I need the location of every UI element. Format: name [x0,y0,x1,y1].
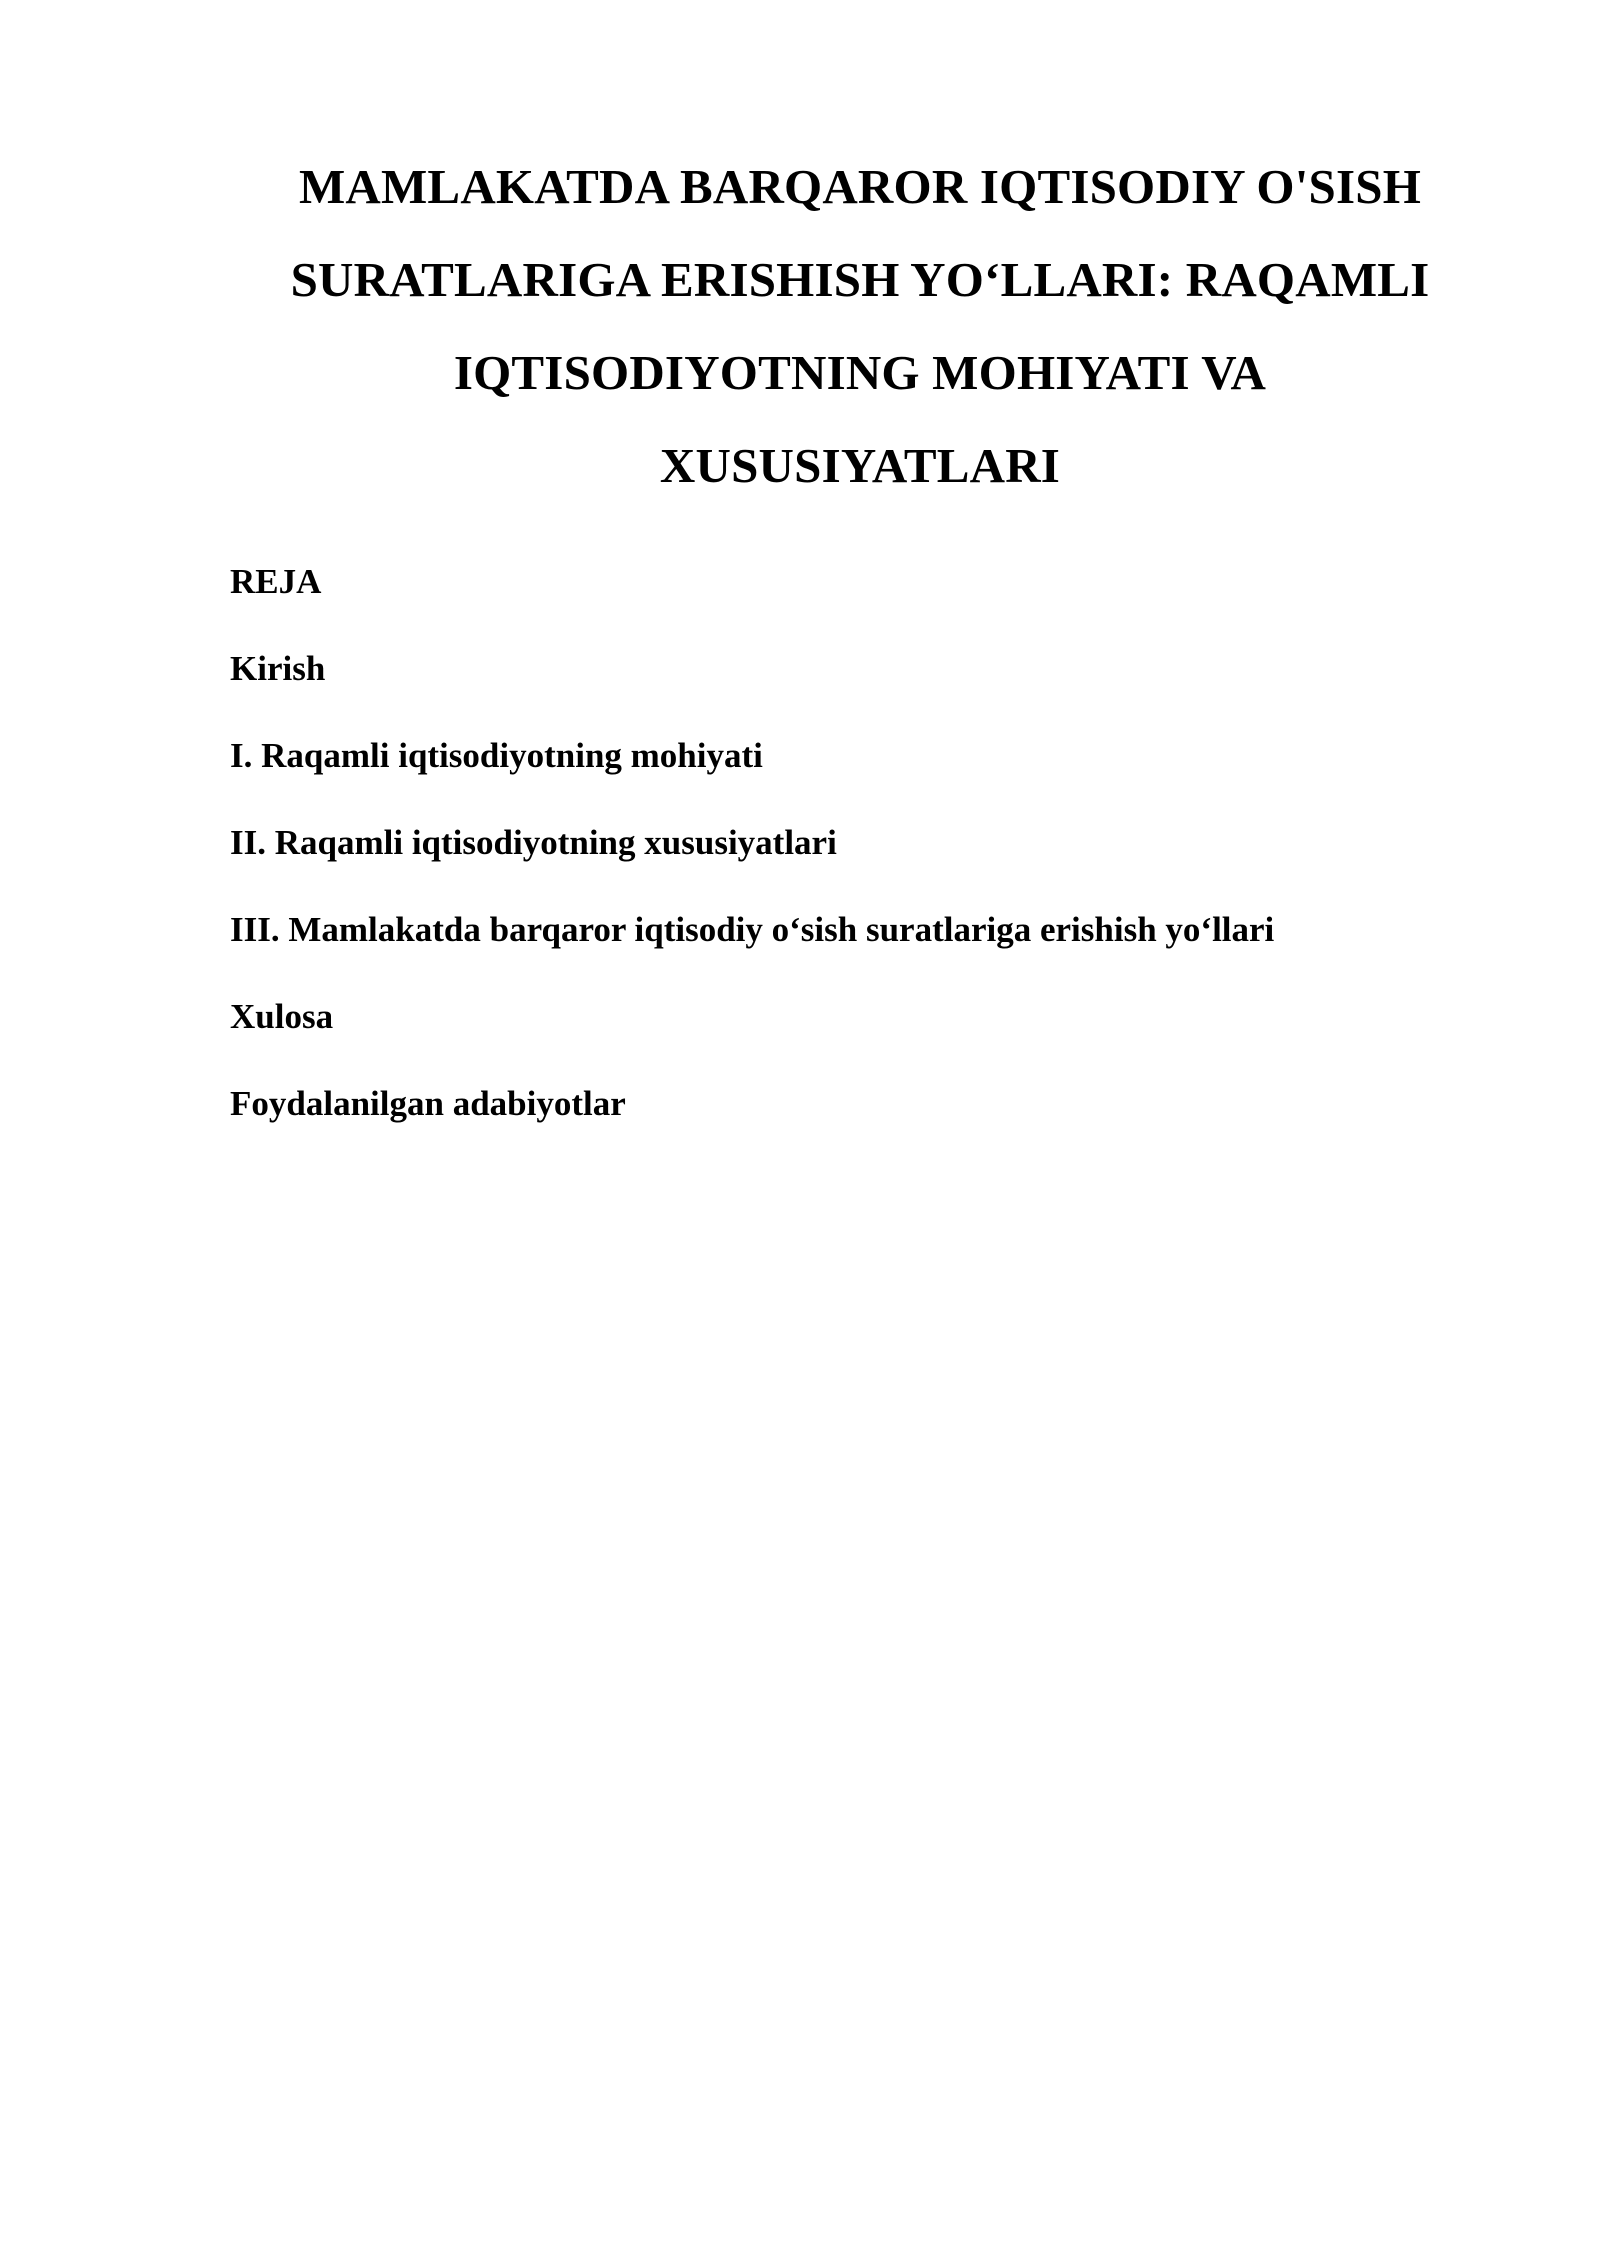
plan-list [230,538,1530,1147]
title-line: SURATLARIGA ERISHISH YO‘LLARI: RAQAMLI [290,252,1430,307]
title-line: IQTISODIYOTNING MOHIYATI VA [453,345,1267,400]
plan-heading: REJA [230,562,322,601]
plan-item-introduction: Kirish [230,649,326,688]
plan-item-chapter-2: II. Raqamli iqtisodiyotning xususiyatlari [230,823,837,862]
plan-item-references: Foydalanilgan adabiyotlar [230,1084,626,1123]
document-title [220,140,1500,512]
plan-item-conclusion: Xulosa [230,997,334,1036]
title-line: MAMLAKATDA BARQAROR IQTISODIY O'SISH [298,159,1422,214]
title-line: XUSUSIYATLARI [659,438,1061,493]
plan-item-chapter-3: III. Mamlakatda barqaror iqtisodiy o‘sish suratlariga erishish yo‘llari [230,910,1275,949]
plan-item-chapter-1: I. Raqamli iqtisodiyotning mohiyati [230,736,763,775]
